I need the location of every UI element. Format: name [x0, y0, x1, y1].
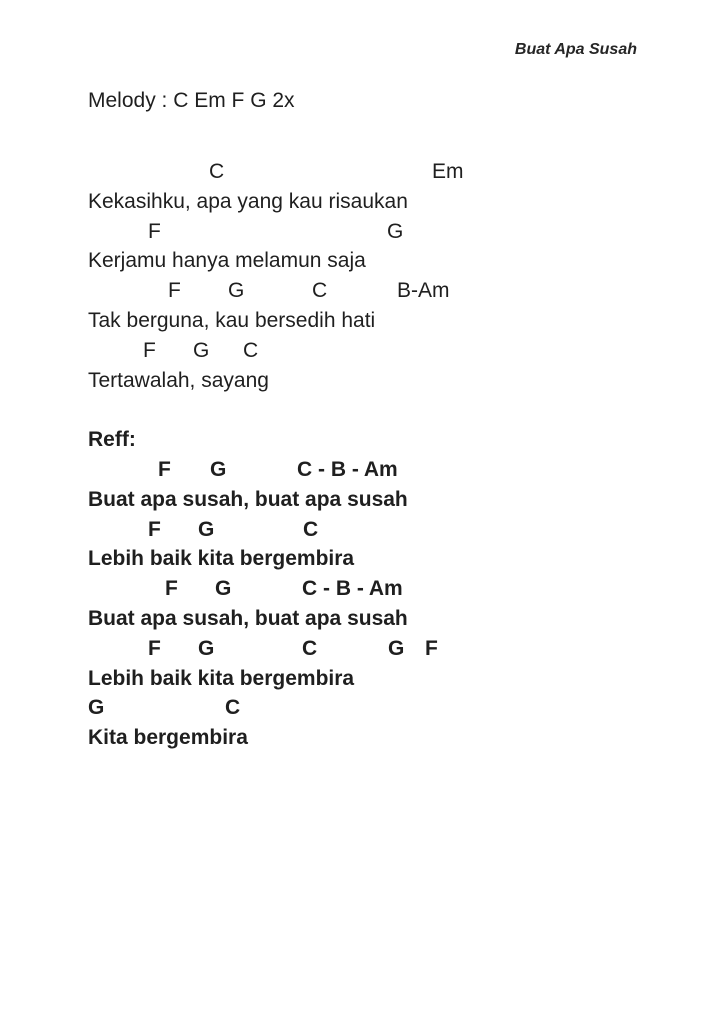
- chord: F: [158, 457, 171, 481]
- chord: Em: [432, 160, 464, 183]
- chord: F: [165, 577, 178, 601]
- page-title: Buat Apa Susah: [514, 41, 637, 58]
- chord-line: [88, 455, 704, 485]
- chord: G: [193, 338, 210, 362]
- chord: C - B - Am: [302, 577, 403, 601]
- lyric-line: Lebih baik kita bergembira: [88, 547, 355, 571]
- chord: C: [312, 279, 328, 303]
- chord-line: [88, 217, 704, 247]
- lyric-line: Kekasihku, apa yang kau risaukan: [88, 189, 408, 213]
- chord: F: [148, 219, 161, 243]
- chord-line: [88, 336, 704, 366]
- chord: F: [148, 636, 161, 660]
- lyric-line: Buat apa susah, buat apa susah: [88, 606, 408, 630]
- lyric-line: Kita bergembira: [88, 726, 248, 750]
- chord: C: [225, 696, 241, 720]
- blank-line: [88, 395, 704, 425]
- chord-line: [88, 157, 704, 187]
- song-body: [88, 157, 704, 753]
- chord: C: [303, 517, 319, 541]
- chord-line: [88, 634, 704, 664]
- chord: C: [243, 338, 259, 362]
- lyric-line: Buat apa susah, buat apa susah: [88, 487, 408, 511]
- chord-line: [88, 515, 704, 545]
- lyric-line: Lebih baik kita bergembira: [88, 666, 355, 690]
- running-header: [0, 41, 637, 59]
- reff-label: Reff:: [88, 428, 136, 452]
- chord: G: [210, 457, 227, 481]
- chord: C - B - Am: [297, 457, 398, 481]
- chord: F: [425, 636, 438, 660]
- lyric-line: Tertawalah, sayang: [88, 368, 269, 392]
- chord: B-Am: [397, 279, 450, 303]
- chord: C: [209, 160, 225, 183]
- chord: G: [388, 636, 405, 660]
- chord: G: [198, 517, 215, 541]
- lyric-line: Kerjamu hanya melamun saja: [88, 249, 366, 273]
- chord: C: [302, 636, 318, 660]
- chord: F: [143, 338, 156, 362]
- chord: G: [387, 219, 404, 243]
- chord: G: [88, 696, 105, 720]
- chord-line: [88, 276, 704, 306]
- chord: G: [215, 577, 232, 601]
- chord: G: [228, 279, 245, 303]
- chord: F: [148, 517, 161, 541]
- lyric-line: Tak berguna, kau bersedih hati: [88, 308, 376, 332]
- chord-line: [88, 693, 704, 723]
- chord-line: [88, 574, 704, 604]
- melody-line: Melody : C Em F G 2x: [88, 89, 295, 112]
- chord: F: [168, 279, 181, 303]
- chord: G: [198, 636, 215, 660]
